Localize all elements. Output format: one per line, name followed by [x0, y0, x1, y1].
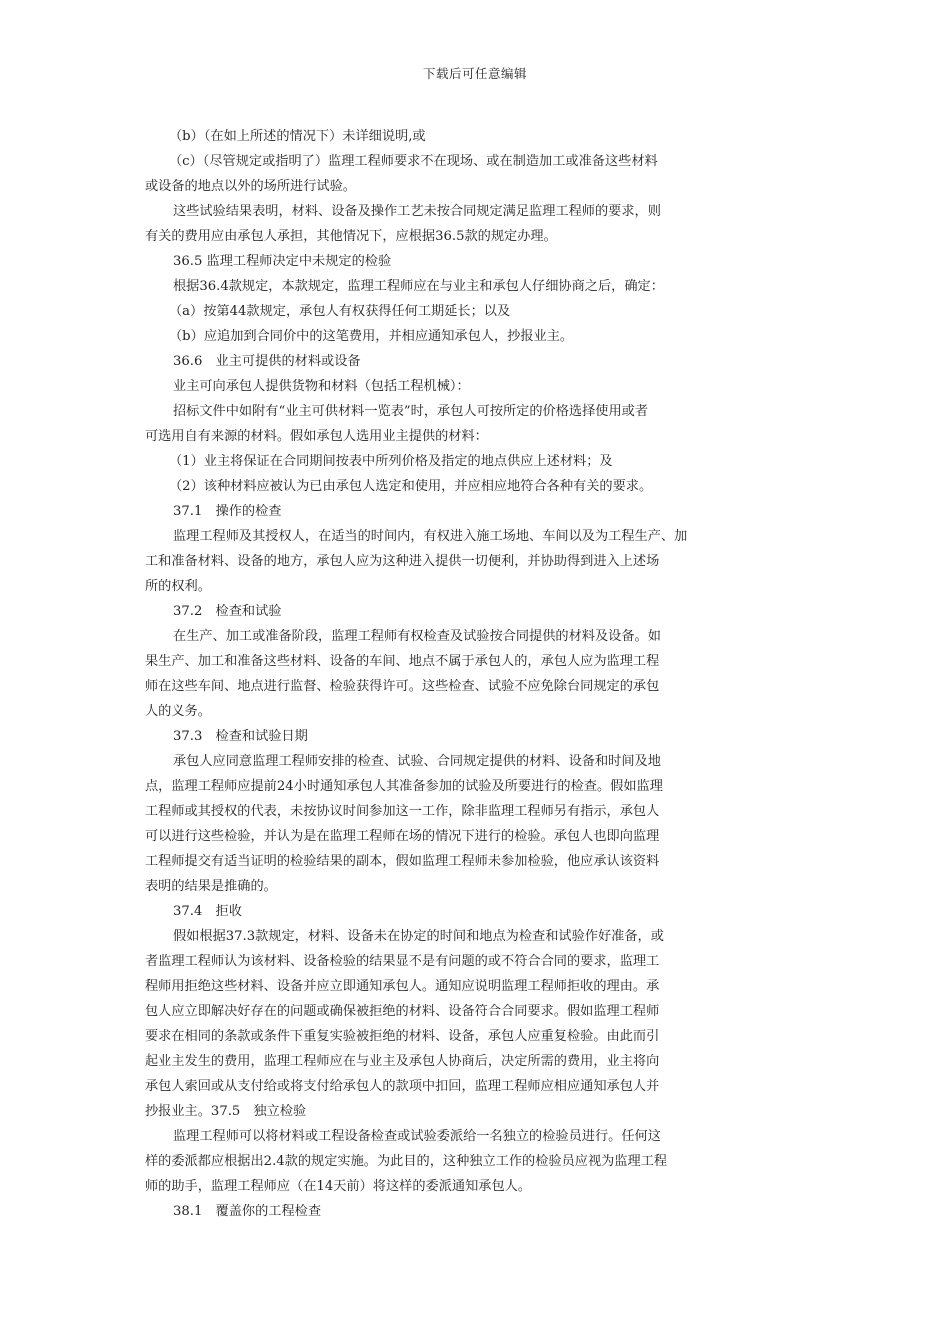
paragraph-line: （c）（尽管规定或指明了）监理工程师要求不在现场、或在制造加工或准备这些材料 [169, 154, 658, 169]
paragraph-line: 监理工程师及其授权人，在适当的时间内，有权进入施工场地、车间以及为工程生产、加 [173, 529, 688, 544]
section-heading: 37.2 检查和试验 [173, 604, 282, 619]
section-heading: 36.6 业主可提供的材料或设备 [173, 354, 361, 369]
section-heading: 37.4 拒收 [173, 904, 242, 919]
paragraph-line: （2）该种材料应被认为已由承包人选定和使用，并应相应地符合各种有关的要求。 [169, 479, 653, 494]
paragraph-line: 工和准备材料、设备的地方，承包人应为这种进入提供一切便利，并协助得到进入上述场 [145, 554, 660, 569]
paragraph-line: 包人应立即解决好存在的问题或确保被拒绝的材料、设备符合合同要求。假如监理工程师 [145, 1004, 660, 1019]
paragraph-line: 监理工程师可以将材料或工程设备检查或试验委派给一名独立的检验员进行。任何这 [173, 1129, 661, 1144]
paragraph-line: 起业主发生的费用，监理工程师应在与业主及承包人协商后，决定所需的费用，业主将向 [145, 1054, 660, 1069]
section-heading: 37.1 操作的检查 [173, 504, 282, 519]
paragraph-line: 师在这些车间、地点进行监督、检验获得许可。这些检查、试验不应免除台同规定的承包 [145, 679, 660, 694]
paragraph-line: 承包人索回或从支付给或将支付给承包人的款项中扣回，监理工程师应相应通知承包人并 [145, 1079, 660, 1094]
paragraph-line: 承包人应同意监理工程师安排的检查、试验、合同规定提供的材料、设备和时间及地 [173, 754, 661, 769]
paragraph-line: 工程师提交有适当证明的检验结果的副本，假如监理工程师未参加检验，他应承认该资料 [145, 854, 660, 869]
paragraph-line: 有关的费用应由承包人承担，其他情况下，应根据36.5款的规定办理。 [145, 229, 557, 244]
page-header: 下载后可任意编辑 [422, 66, 527, 81]
paragraph-line: 招标文件中如附有“业主可供材料一览表”时，承包人可按所定的价格选择使用或者 [173, 404, 649, 419]
section-heading: 36.5 监理工程师决定中未规定的检验 [173, 254, 392, 269]
paragraph-line: 样的委派都应根据出2.4款的规定实施。为此目的，这种独立工作的检验员应视为监理工程 [145, 1154, 668, 1169]
paragraph-line: 表明的结果是推确的。 [145, 879, 277, 894]
paragraph-line: 者监理工程师认为该材料、设备检验的结果显不是有问题的或不符合合同的要求，监理工 [145, 954, 660, 969]
paragraph-line: 人的义务。 [145, 704, 211, 719]
section-heading: 38.1 覆盖你的工程检查 [173, 1204, 322, 1219]
paragraph-line: 工程师或其授权的代表，未按协议时间参加这一工作，除非监理工程师另有指示，承包人 [145, 804, 660, 819]
paragraph-line: 果生产、加工和准备这些材料、设备的车间、地点不属于承包人的，承包人应为监理工程 [145, 654, 660, 669]
paragraph-line: （b）应追加到合同价中的这笔费用，并相应通知承包人，抄报业主。 [169, 329, 574, 344]
paragraph-line: 根据36.4款规定，本款规定，监理工程师应在与业主和承包人仔细协商之后，确定： [173, 279, 664, 294]
document-body [145, 124, 745, 1224]
paragraph-line: 或设备的地点以外的场所进行试验。 [145, 179, 356, 194]
paragraph-line: 抄报业主。37.5 独立检验 [145, 1104, 307, 1119]
paragraph-line: （b）（在如上所述的情况下）未详细说明,或 [169, 129, 426, 144]
paragraph-line: 可以进行这些检验，并认为是在监理工程师在场的情况下进行的检验。承包人也即向监理 [145, 829, 660, 844]
paragraph-line: 程师用拒绝这些材料、设备并应立即通知承包人。通知应说明监理工程师拒收的理由。承 [145, 979, 660, 994]
section-heading: 37.3 检查和试验日期 [173, 729, 308, 744]
paragraph-line: 假如根据37.3款规定，材料、设备未在协定的时间和地点为检查和试验作好准备，或 [173, 929, 664, 944]
paragraph-line: 业主可向承包人提供货物和材料（包括工程机械）： [173, 379, 470, 394]
paragraph-line: 所的权利。 [145, 579, 211, 594]
paragraph-line: 师的助手，监理工程师应（在14天前）将这样的委派通知承包人。 [145, 1179, 532, 1194]
paragraph-line: 可选用自有来源的材料。假如承包人选用业主提供的材料： [145, 429, 488, 444]
paragraph-line: 点，监理工程师应提前24小时通知承包人其准备参加的试验及所要进行的检查。假如监理 [145, 779, 663, 794]
paragraph-line: 要求在相同的条款或条件下重复实验被拒绝的材料、设备，承包人应重复检验。由此而引 [145, 1029, 660, 1044]
paragraph-line: （1）业主将保证在合同期间按表中所列价格及指定的地点供应上述材料；及 [169, 454, 613, 469]
paragraph-line: 在生产、加工或准备阶段，监理工程师有权检查及试验按合同提供的材料及设备。如 [173, 629, 661, 644]
paragraph-line: 这些试验结果表明，材料、设备及操作工艺未按合同规定满足监理工程师的要求，则 [173, 204, 661, 219]
paragraph-line: （a）按第44款规定，承包人有权获得任何工期延长；以及 [169, 304, 511, 319]
